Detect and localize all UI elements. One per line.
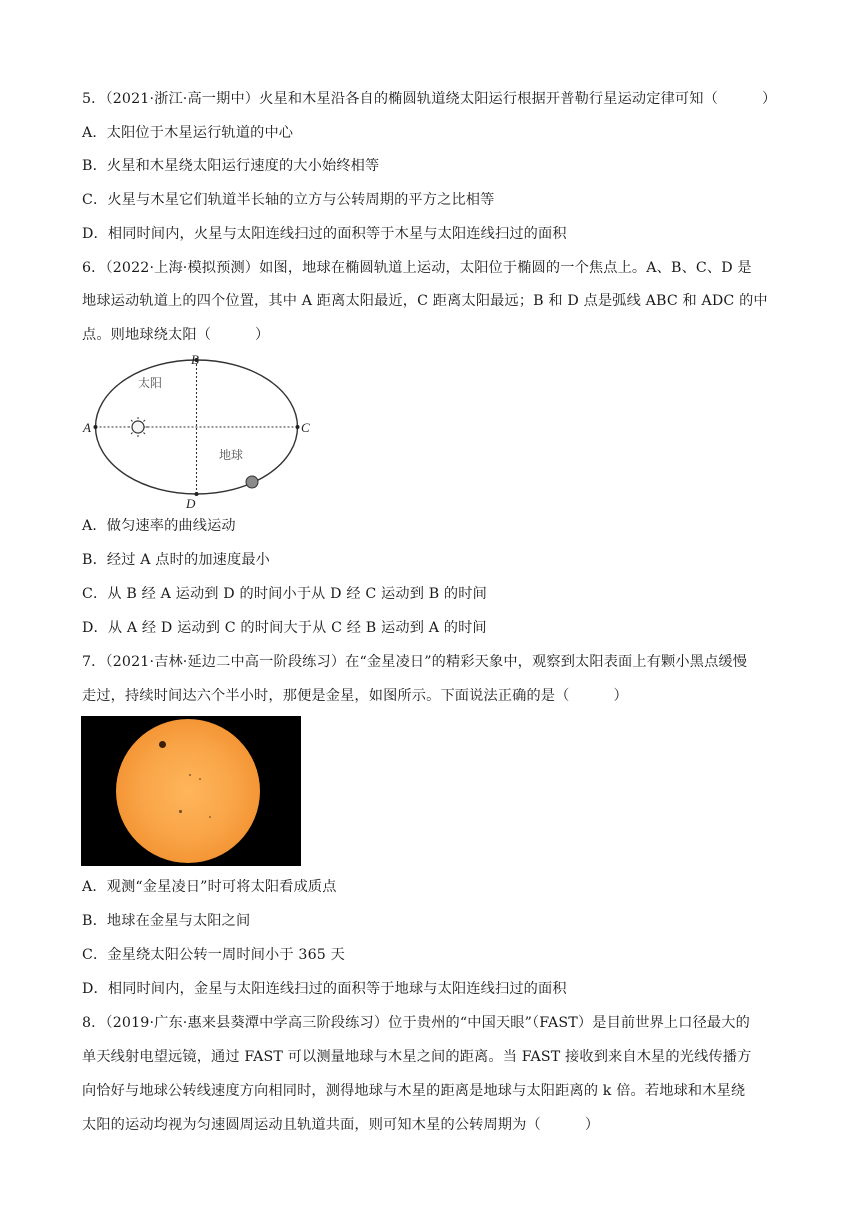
q7-option-b: B．地球在金星与太阳之间 — [82, 913, 251, 929]
venus-dot — [159, 741, 166, 748]
q8-stem-line-2: 单天线射电望远镜，通过 FAST 可以测量地球与木星之间的距离。当 FAST 接收到来自木星的光线传播方 — [82, 1049, 752, 1065]
q5-option-d: D．相同时间内，火星与太阳连线扫过的面积等于木星与太阳连线扫过的面积 — [82, 226, 567, 242]
label-point-c: C — [301, 420, 310, 435]
label-sun: 太阳 — [138, 376, 163, 390]
sunspot — [179, 810, 182, 813]
q5-option-a: A．太阳位于木星运行轨道的中心 — [82, 125, 294, 141]
q7-stem-line-2: 走过，持续时间达六个半小时，那便是金星，如图所示。下面说法正确的是（ ） — [82, 688, 628, 704]
q7-option-d: D．相同时间内，金星与太阳连线扫过的面积等于地球与太阳连线扫过的面积 — [82, 981, 567, 997]
q6-stem-line-1: 6．（2022·上海·模拟预测）如图，地球在椭圆轨道上运动，太阳位于椭圆的一个焦点上。A、B、C、D 是 — [82, 260, 752, 276]
q7-stem-line-1: 7．（2021·吉林·延边二中高一阶段练习）在“金星凌日”的精彩天象中，观察到太阳表面上有颗小黑点缓慢 — [82, 654, 748, 670]
q8-stem-line-4: 太阳的运动均视为匀速圆周运动且轨道共面，则可知木星的公转周期为（ ） — [82, 1117, 600, 1133]
q6-option-c: C．从 B 经 A 运动到 D 的时间小于从 D 经 C 运动到 B 的时间 — [82, 586, 487, 602]
label-point-b: B — [191, 352, 199, 367]
label-earth: 地球 — [219, 448, 244, 462]
label-point-a: A — [83, 420, 91, 435]
q6-option-a: A．做匀速率的曲线运动 — [82, 518, 236, 534]
sunspot — [199, 778, 201, 780]
point-c-dot — [296, 425, 300, 429]
sunspot — [209, 816, 211, 818]
q7-option-a: A．观测“金星凌日”时可将太阳看成质点 — [82, 879, 337, 895]
label-point-d: D — [186, 496, 196, 511]
q5-option-b: B．火星和木星绕太阳运行速度的大小始终相等 — [82, 158, 380, 174]
q6-option-b: B．经过 A 点时的加速度最小 — [82, 552, 271, 568]
q7-option-c: C．金星绕太阳公转一周时间小于 365 天 — [82, 947, 345, 963]
sunspot — [189, 774, 191, 776]
q5-option-c: C．火星与木星它们轨道半长轴的立方与公转周期的平方之比相等 — [82, 192, 495, 208]
q8-stem-line-3: 向恰好与地球公转线速度方向相同时，测得地球与木星的距离是地球与太阳距离的 k 倍。若地球和木星绕 — [82, 1083, 746, 1099]
q5-stem: 5．（2021·浙江·高一期中）火星和木星沿各自的椭圆轨道绕太阳运行根据开普勒行星运动定律可知（ ） — [82, 91, 777, 107]
orbit-diagram — [80, 350, 320, 515]
q8-stem-line-1: 8．（2019·广东·惠来县葵潭中学高三阶段练习）位于贵州的“中国天眼”（FAST）是目前世界上口径最大的 — [82, 1015, 750, 1031]
earth-icon — [246, 476, 258, 488]
q6-stem-line-2: 地球运动轨道上的四个位置，其中 A 距离太阳最近，C 距离太阳最远；B 和 D 点是弧线 ABC 和 ADC 的中 — [82, 293, 768, 309]
q6-stem-line-3: 点。则地球绕太阳（ ） — [82, 327, 270, 343]
q6-option-d: D．从 A 经 D 运动到 C 的时间大于从 C 经 B 运动到 A 的时间 — [82, 620, 487, 636]
venus-transit-photo — [81, 716, 301, 866]
sun-disc — [116, 719, 260, 863]
point-a-dot — [94, 425, 98, 429]
